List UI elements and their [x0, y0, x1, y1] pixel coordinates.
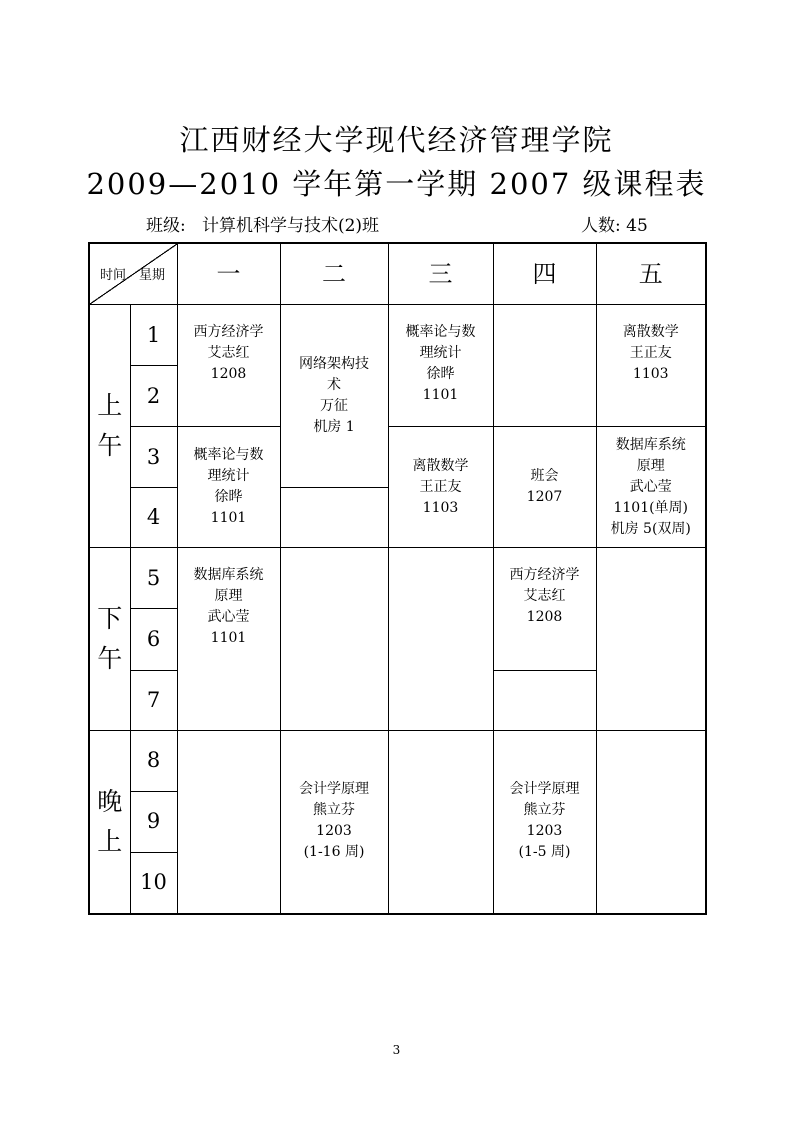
session-evening	[89, 730, 130, 914]
course-teacher: 艾志红	[523, 588, 566, 605]
session-evening-char2: 上	[97, 826, 123, 856]
session-afternoon-char1: 下	[97, 604, 123, 633]
course-name: 离散数学	[622, 324, 679, 341]
empty-tue-4	[280, 488, 388, 548]
course-room: 1101	[210, 630, 247, 647]
course-teacher: 王正友	[629, 345, 672, 362]
course-mon-57	[177, 548, 280, 730]
course-tue-13	[280, 305, 388, 488]
course-weeks: (1-5 周)	[518, 843, 571, 860]
course-teacher: 王正友	[419, 478, 462, 495]
course-room: 机房 1	[313, 419, 355, 436]
empty-wed-810	[388, 730, 493, 914]
course-teacher: 万征	[320, 398, 348, 415]
course-name-cont: 理统计	[207, 468, 250, 485]
empty-thu-7	[493, 670, 596, 730]
class-label: 班级:	[146, 216, 186, 236]
period-2: 2	[130, 366, 177, 427]
course-name: 概率论与数	[193, 447, 264, 464]
course-name: 数据库系统	[615, 436, 686, 453]
empty-mon-810	[177, 730, 280, 914]
course-mon-12	[177, 305, 280, 427]
corner-day-label: 星期	[139, 268, 166, 283]
course-name-cont: 原理	[636, 457, 665, 474]
course-fri-34	[596, 427, 706, 548]
course-teacher: 徐晔	[426, 366, 455, 383]
course-name: 离散数学	[412, 457, 469, 474]
course-teacher: 熊立芬	[523, 801, 566, 818]
course-room: 1207	[526, 489, 563, 506]
course-wed-34	[388, 427, 493, 548]
period-8: 8	[130, 730, 177, 791]
course-room: 1103	[422, 499, 459, 516]
course-teacher: 武心莹	[629, 478, 672, 495]
session-evening-char1: 晚	[97, 786, 123, 816]
period-row	[89, 305, 706, 366]
day-header-tue: 二	[280, 243, 388, 305]
course-wed-12	[388, 305, 493, 427]
period-6: 6	[130, 609, 177, 670]
period-3: 3	[130, 427, 177, 488]
course-teacher: 武心莹	[207, 609, 250, 626]
period-5: 5	[130, 548, 177, 609]
count-value: 45	[626, 216, 648, 236]
course-room: 1203	[316, 822, 352, 839]
course-teacher: 熊立芬	[313, 801, 355, 818]
session-afternoon	[89, 548, 130, 730]
course-room: 1101	[422, 387, 459, 404]
period-1: 1	[130, 305, 177, 366]
session-afternoon-char2: 午	[97, 644, 123, 673]
course-name-cont: 原理	[214, 588, 243, 605]
course-room-odd: 1101(单周)	[613, 499, 689, 516]
course-teacher: 艾志红	[207, 345, 250, 362]
course-name: 会计学原理	[299, 780, 369, 797]
course-room: 1103	[632, 366, 669, 383]
empty-tue-57	[280, 548, 388, 730]
school-title: 江西财经大学现代经济管理学院	[179, 123, 614, 157]
day-header-fri: 五	[596, 243, 706, 305]
session-morning	[89, 305, 130, 548]
day-header-thu: 四	[493, 243, 596, 305]
course-room: 1101	[210, 510, 247, 527]
course-thu-34	[493, 427, 596, 548]
course-mon-34	[177, 427, 280, 548]
course-name-cont: 术	[327, 377, 341, 394]
empty-fri-810	[596, 730, 706, 914]
day-header-wed: 三	[388, 243, 493, 305]
period-row	[89, 427, 706, 488]
course-name: 班会	[530, 468, 559, 485]
course-tue-810	[280, 730, 388, 914]
count-label: 人数:	[581, 216, 621, 236]
class-info	[146, 211, 379, 236]
period-7: 7	[130, 670, 177, 730]
course-weeks: (1-16 周)	[303, 843, 365, 860]
course-name: 概率论与数	[405, 324, 476, 341]
empty-wed-57	[388, 548, 493, 730]
course-fri-12	[596, 305, 706, 427]
day-header-mon: 一	[177, 243, 280, 305]
course-thu-56	[493, 548, 596, 670]
page-number: 3	[392, 1043, 401, 1057]
schedule-title: 2009—2010 学年第一学期 2007 级课程表	[86, 167, 707, 201]
course-name: 网络架构技	[299, 356, 369, 373]
corner-time-label: 时间	[100, 268, 127, 283]
empty-thu-12	[493, 305, 596, 427]
session-morning-char1: 上	[97, 391, 123, 421]
course-teacher: 徐晔	[214, 489, 243, 506]
empty-fri-57	[596, 548, 706, 730]
course-name: 会计学原理	[509, 780, 580, 797]
course-thu-810	[493, 730, 596, 914]
course-name: 西方经济学	[193, 324, 264, 341]
period-4: 4	[130, 488, 177, 548]
course-name: 数据库系统	[193, 567, 264, 584]
student-count	[581, 211, 648, 236]
course-room-even: 机房 5(双周)	[610, 520, 691, 537]
period-10: 10	[130, 852, 177, 914]
session-morning-char2: 午	[97, 431, 123, 461]
course-room: 1208	[210, 366, 247, 383]
period-row	[89, 730, 706, 791]
period-9: 9	[130, 791, 177, 852]
corner-cell	[89, 243, 177, 305]
class-value: 计算机科学与技术(2)班	[201, 216, 380, 236]
course-name-cont: 理统计	[419, 345, 462, 362]
period-row	[89, 548, 706, 609]
course-name: 西方经济学	[509, 567, 580, 584]
course-room: 1203	[526, 822, 563, 839]
timetable	[88, 242, 707, 915]
course-room: 1208	[526, 609, 563, 626]
header-row	[89, 243, 706, 305]
